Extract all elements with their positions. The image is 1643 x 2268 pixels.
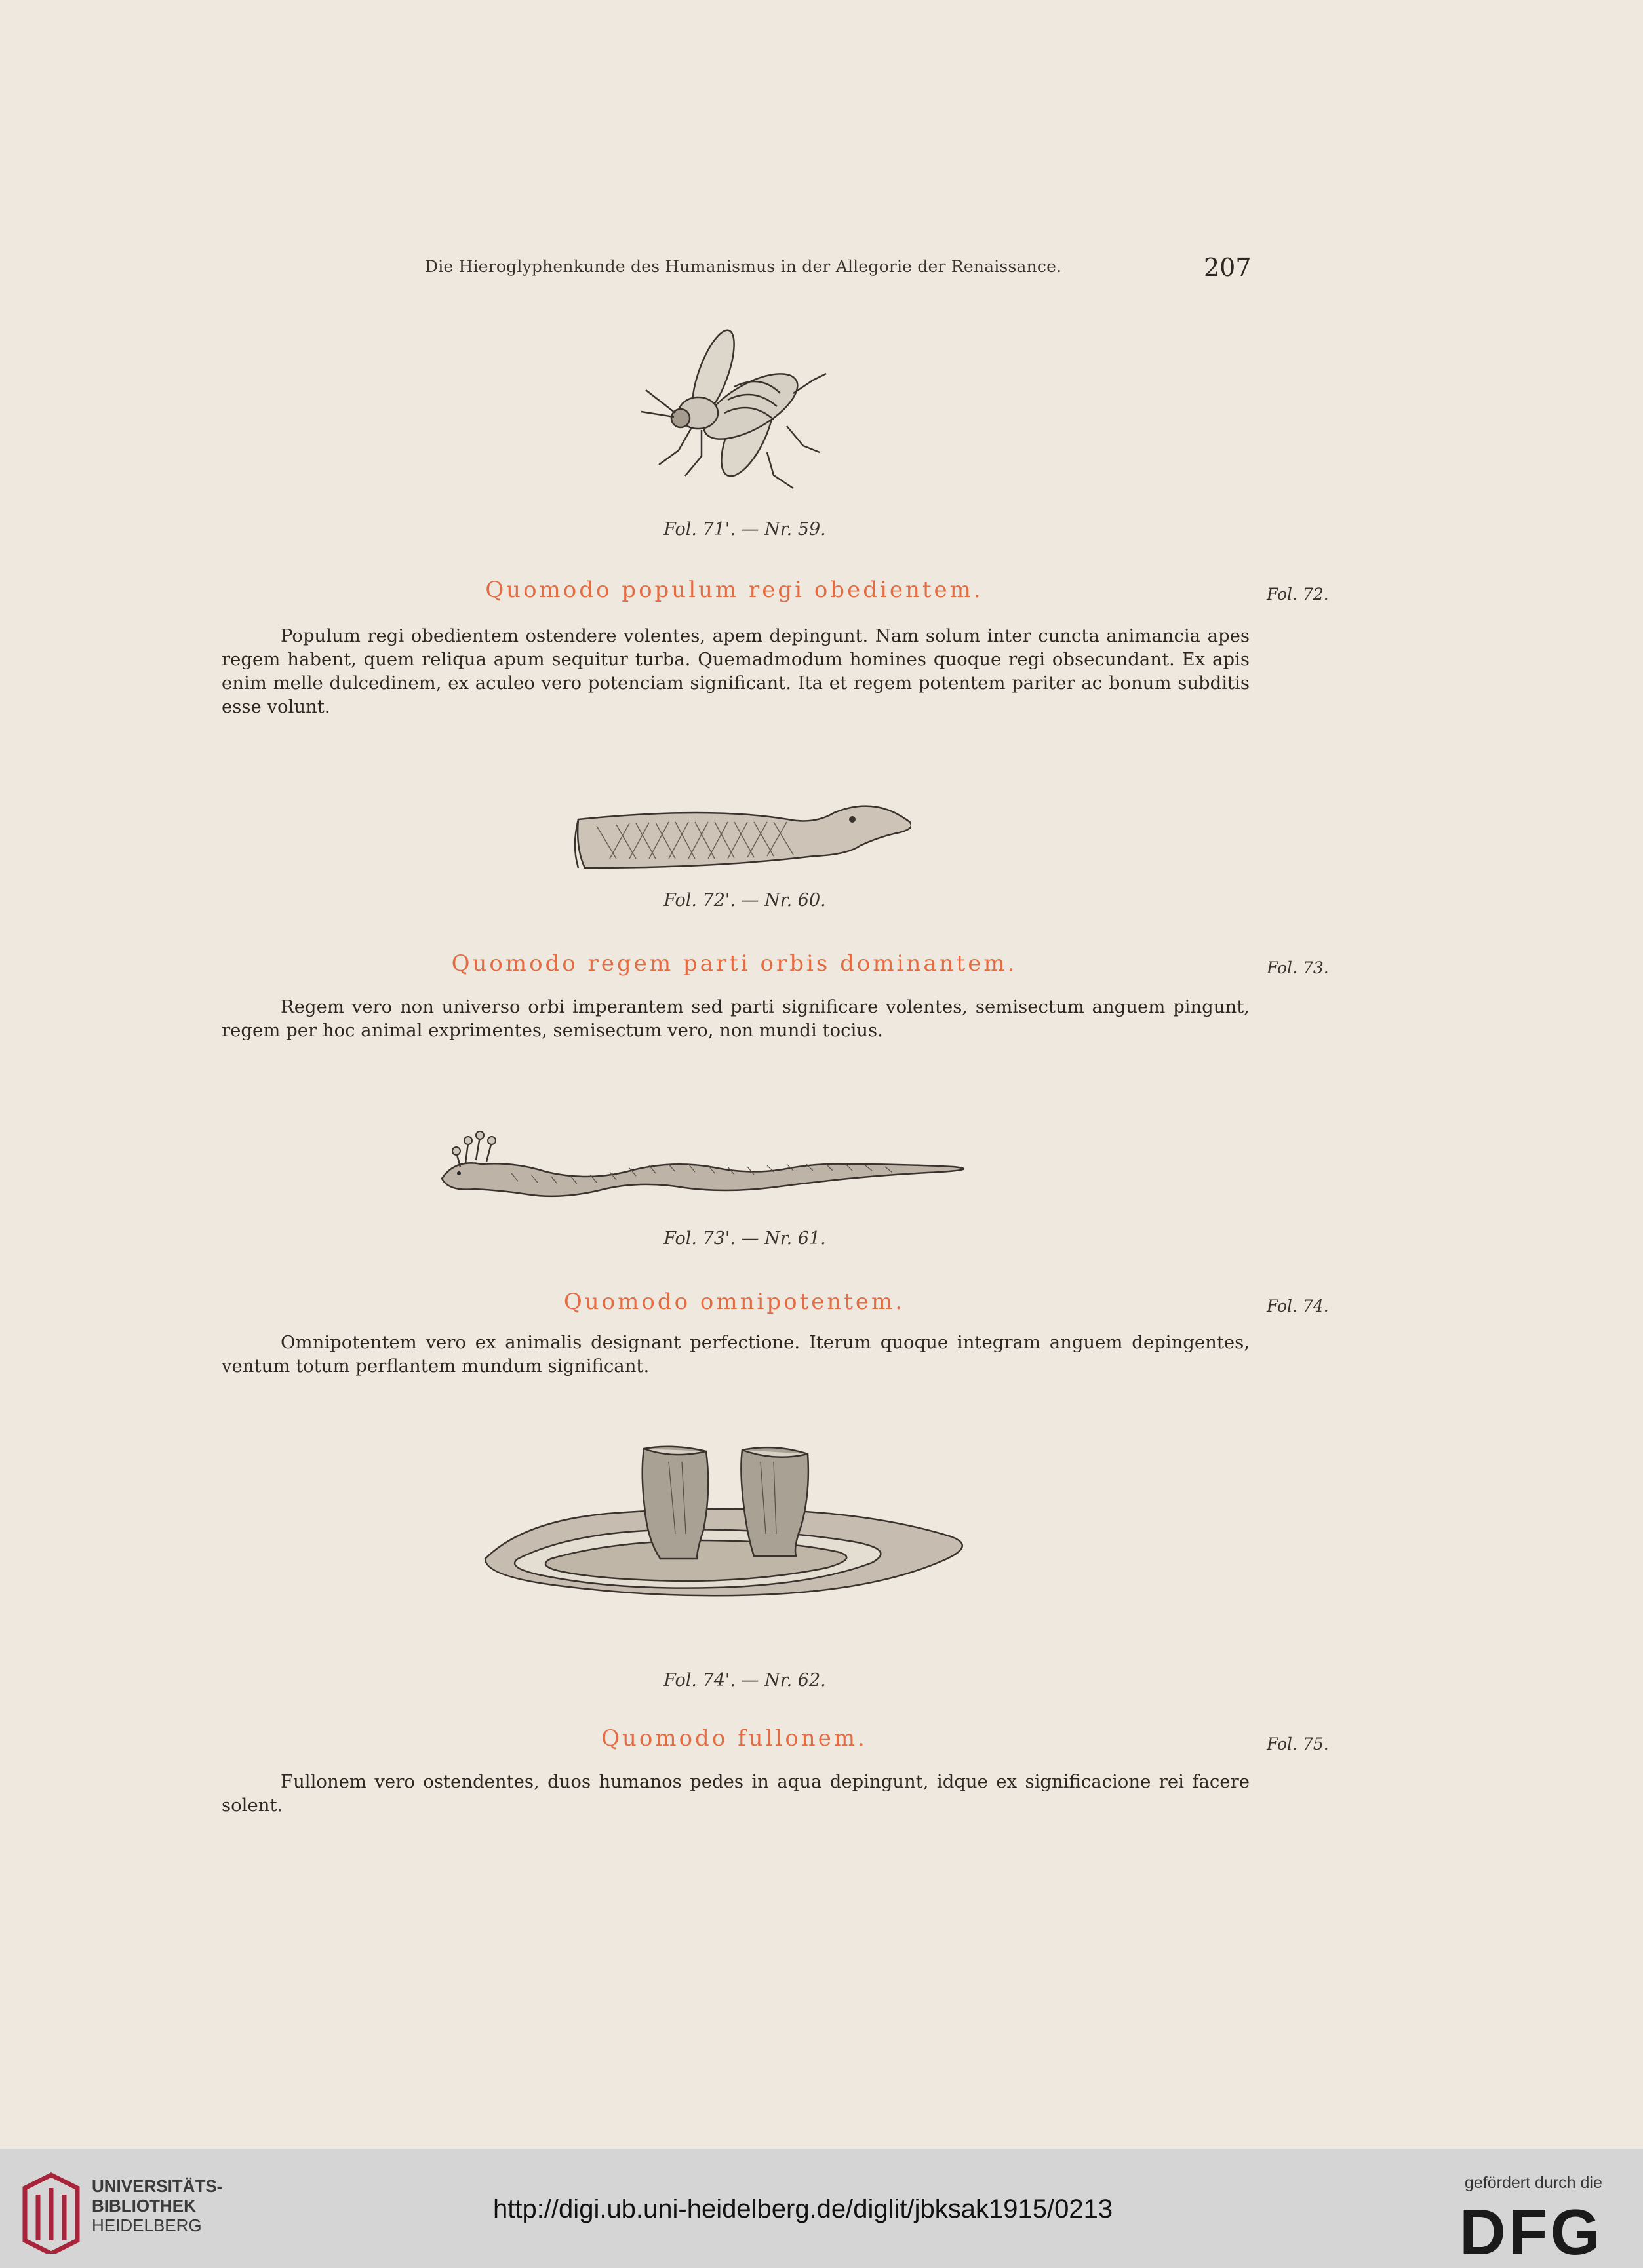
- footer-bar: [0, 2149, 1643, 2268]
- section-heading: Quomodo populum regi obedientem.: [485, 577, 983, 603]
- section-text: [222, 1331, 1250, 1378]
- paragraph: Regem vero non universo orbi imperantem sed parti significare volentes, semisectum anguem pingunt, regem per hoc animal exprimentes, semisectum vero, non mundi tocius.: [222, 996, 1250, 1041]
- library-name-line: BIBLIOTHEK: [92, 2196, 196, 2216]
- section-heading: Quomodo fullonem.: [601, 1725, 867, 1751]
- library-name: [92, 2176, 222, 2235]
- paragraph: Omnipotentem vero ex animalis designant perfectione. Iterum quoque integram anguem depingentes, ventum totum perflantem mundum significant.: [222, 1332, 1250, 1377]
- bee-icon: [636, 308, 846, 505]
- figure-caption: Fol. 71'. — Nr. 59.: [663, 519, 826, 539]
- paragraph: Populum regi obedientem ostendere volentes, apem depingunt. Nam solum inter cuncta animancia apes regem habent, quem reliqua apum sequitur turba. Quemadmodum homines quoque regi obsecundant. Ex apis enim melle dulcedinem, ex aculeo vero potenciam significant. Ita et regem potentem pariter ac bonum subditis esse volunt.: [222, 625, 1250, 717]
- figure-caption: Fol. 74'. — Nr. 62.: [663, 1670, 826, 1691]
- section-heading: Quomodo regem parti orbis dominantem.: [451, 950, 1018, 977]
- dfg-logo[interactable]: DFG: [1459, 2196, 1603, 2268]
- section-text: [222, 624, 1250, 718]
- folio-reference: Fol. 72.: [1267, 585, 1329, 604]
- university-library-logo-icon[interactable]: [18, 2168, 84, 2256]
- paragraph: Fullonem vero ostendentes, duos humanos pedes in aqua depingunt, idque ex significacione rei facere solent.: [222, 1771, 1250, 1816]
- page-number: 207: [1204, 253, 1252, 282]
- library-name-line: HEIDELBERG: [92, 2216, 202, 2235]
- folio-reference: Fol. 73.: [1267, 958, 1329, 977]
- feet-in-water-icon: [472, 1442, 1016, 1626]
- section-text: [222, 995, 1250, 1042]
- half-serpent-icon: [570, 793, 911, 878]
- folio-reference: Fol. 74.: [1267, 1297, 1329, 1316]
- figure-caption: Fol. 73'. — Nr. 61.: [663, 1228, 826, 1249]
- library-name-line: UNIVERSITÄTS-: [92, 2176, 223, 2196]
- crowned-serpent-icon: [433, 1108, 1042, 1213]
- permalink-url[interactable]: http://digi.ub.uni-heidelberg.de/diglit/jbksak1915/0213: [493, 2195, 1113, 2223]
- figure-caption: Fol. 72'. — Nr. 60.: [663, 890, 826, 910]
- section-heading: Quomodo omnipotentem.: [563, 1289, 905, 1315]
- section-text: [222, 1770, 1250, 1817]
- funded-by-text: gefördert durch die: [1465, 2174, 1602, 2192]
- folio-reference: Fol. 75.: [1267, 1734, 1329, 1753]
- running-head: Die Hieroglyphenkunde des Humanismus in der Allegorie der Renaissance.: [425, 257, 1062, 276]
